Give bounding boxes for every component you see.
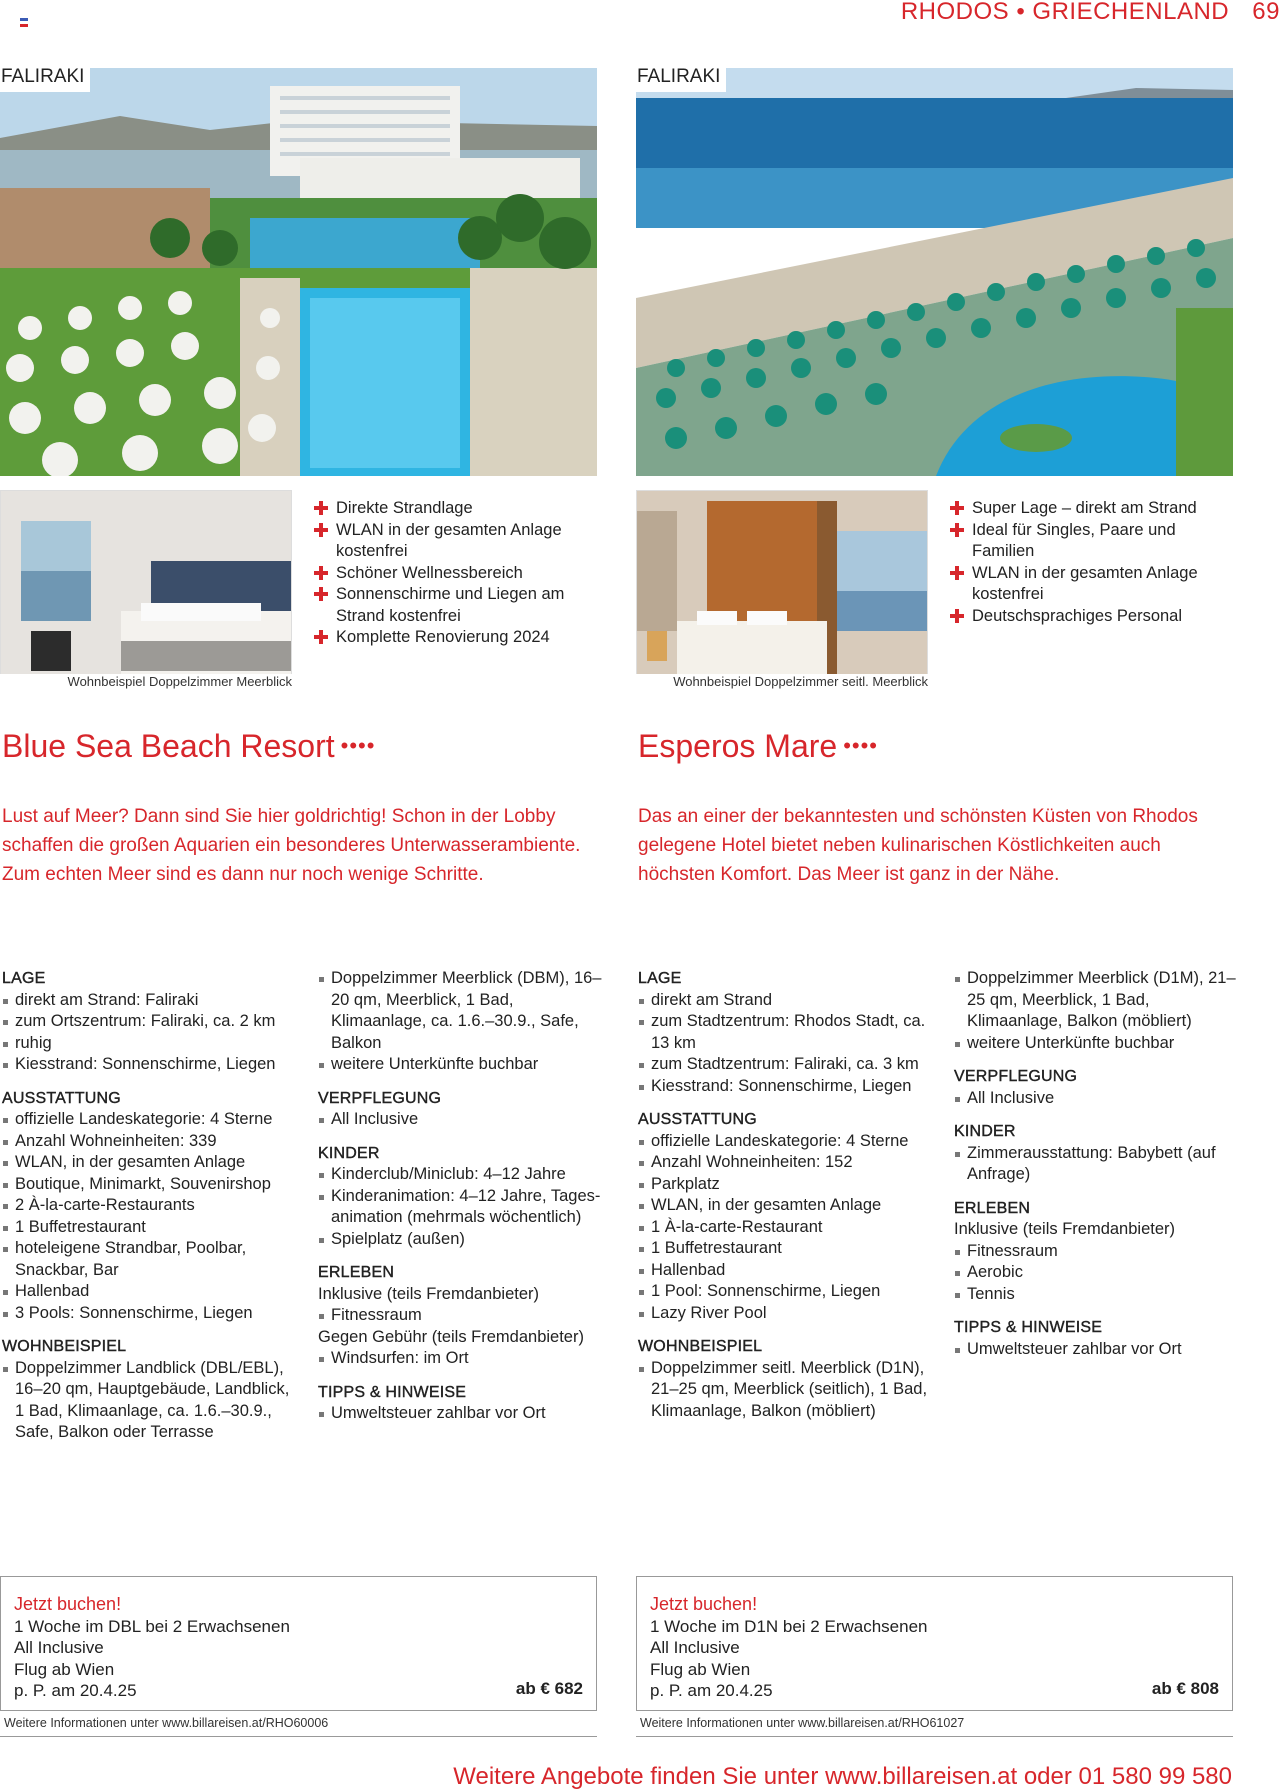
region-title: RHODOS • GRIECHENLAND	[900, 0, 1230, 25]
details-column-1	[638, 968, 938, 1434]
detail-item: Doppelzimmer Meerblick (DBM), 16–20 qm, Meerblick, 1 Bad, Klimaanlage, ca. 1.6.–30.9., Safe, Balkon	[318, 968, 608, 1054]
detail-item: Anzahl Wohneinheiten: 152	[638, 1152, 938, 1174]
section-title: AUSSTATTUNG	[638, 1111, 757, 1128]
booking-box[interactable]	[636, 1576, 1233, 1711]
text-line: Schöner Wellnessbereich	[336, 563, 523, 582]
booking-cta[interactable]: Jetzt buchen!	[14, 1594, 122, 1614]
detail-item: direkt am Strand: Faliraki	[2, 990, 302, 1012]
page-number: 69	[1252, 0, 1280, 25]
plus-icon	[950, 566, 964, 580]
detail-item: Lazy River Pool	[638, 1303, 938, 1325]
booking-cta[interactable]: Jetzt buchen!	[650, 1594, 758, 1614]
text-line: Super Lage – direkt am Strand	[972, 499, 1197, 517]
text-line: Sonnenschirme und Liegen am Strand kostenfrei	[336, 585, 565, 625]
detail-item: Spielplatz (außen)	[318, 1229, 608, 1251]
highlight-item	[314, 498, 604, 520]
details-column-1	[2, 968, 302, 1456]
detail-item: Kinderanimation: 4–12 Jahre, Tages-animation (mehrmals wöchentlich)	[318, 1186, 608, 1229]
hotel-name	[638, 728, 878, 765]
detail-item: Hallenbad	[638, 1260, 938, 1282]
more-info-link[interactable]: Weitere Informationen unter www.billareisen.at/RHO60006	[4, 1716, 329, 1730]
highlight-item	[950, 498, 1240, 520]
detail-item: 1 Pool: Sonnenschirme, Liegen	[638, 1281, 938, 1303]
hotel-name-text: Esperos Mare	[638, 728, 838, 764]
detail-item: zum Ortszentrum: Faliraki, ca. 2 km	[2, 1011, 302, 1033]
detail-item: Umweltsteuer zahlbar vor Ort	[954, 1339, 1244, 1361]
text-line: Deutschsprachiges Personal	[972, 606, 1183, 625]
text-line: p. P. am 20.4.25	[650, 1681, 773, 1700]
highlight-item	[314, 627, 604, 649]
detail-text: Inklusive (teils Fremdanbieter)	[318, 1284, 539, 1303]
detail-item: WLAN, in der gesamten Anlage	[638, 1195, 938, 1217]
detail-item: 1 Buffetrestaurant	[2, 1217, 302, 1239]
section-title: LAGE	[638, 970, 682, 987]
section-title: WOHNBEISPIEL	[2, 1338, 127, 1355]
detail-item: All Inclusive	[954, 1088, 1244, 1110]
divider	[636, 1736, 1233, 1737]
hero-photo	[0, 68, 597, 476]
text-line: p. P. am 20.4.25	[14, 1681, 137, 1700]
hotel-column-esperos	[636, 0, 1236, 1792]
text-line: 1 Woche im D1N bei 2 Erwachsenen	[650, 1616, 928, 1636]
plus-icon	[314, 587, 328, 601]
section-title: TIPPS & HINWEISE	[954, 1319, 1103, 1336]
detail-text: Inklusive (teils Fremdanbieter)	[954, 1220, 1175, 1238]
text-line: Flug ab Wien	[14, 1659, 115, 1679]
section-title: TIPPS & HINWEISE	[318, 1383, 467, 1401]
detail-item: Hallenbad	[2, 1281, 302, 1303]
detail-item: 1 À-la-carte-Restaurant	[638, 1217, 938, 1239]
room-caption: Wohnbeispiel Doppelzimmer Meerblick	[0, 674, 292, 691]
plus-icon	[314, 501, 328, 515]
section-title: ERLEBEN	[954, 1199, 1031, 1217]
room-photo	[636, 490, 928, 688]
detail-item: Doppelzimmer Meerblick (D1M), 21–25 qm, Meerblick, 1 Bad, Klimaanlage, Balkon (möbliert)	[954, 968, 1244, 1033]
location-label: FALIRAKI	[636, 66, 726, 92]
text-line: WLAN in der gesamten Anlage kostenfrei	[336, 520, 562, 560]
highlight-item	[314, 584, 604, 627]
detail-item: Windsurfen: im Ort	[318, 1348, 608, 1370]
details-column-2	[318, 968, 608, 1437]
detail-item: Kiesstrand: Sonnenschirme, Liegen	[638, 1076, 938, 1098]
highlight-item	[314, 520, 604, 563]
section-title: KINDER	[954, 1123, 1016, 1140]
hotel-name-text: Blue Sea Beach Resort	[2, 728, 335, 764]
text-line: 1 Woche im DBL bei 2 Erwachsenen	[14, 1616, 290, 1636]
hero-photo	[636, 68, 1233, 476]
room-caption: Wohnbeispiel Doppelzimmer seitl. Meerblick	[636, 674, 928, 691]
divider	[0, 1736, 597, 1737]
hotel-name	[2, 728, 375, 765]
detail-item: Doppelzimmer Landblick (DBL/EBL), 16–20 qm, Hauptgebäude, Landblick, 1 Bad, Klimaanlage, ca. 1.6.–30.9., Safe, Balkon oder Terrasse	[2, 1358, 302, 1444]
detail-item: 1 Buffetrestaurant	[638, 1238, 938, 1260]
text-line: All Inclusive	[650, 1638, 740, 1657]
detail-item: weitere Unterkünfte buchbar	[318, 1054, 608, 1076]
detail-item: hoteleigene Strandbar, Poolbar, Snackbar, Bar	[2, 1238, 302, 1281]
plus-icon	[314, 630, 328, 644]
text-line: Flug ab Wien	[650, 1659, 751, 1679]
highlights-list	[314, 498, 604, 649]
section-title: VERPFLEGUNG	[954, 1068, 1078, 1085]
section-title: WOHNBEISPIEL	[638, 1338, 763, 1355]
detail-item: zum Stadtzentrum: Rhodos Stadt, ca. 13 km	[638, 1011, 938, 1054]
detail-text: Gegen Gebühr (teils Fremdanbieter)	[318, 1327, 584, 1346]
text-line: All Inclusive	[14, 1638, 104, 1657]
plus-icon	[950, 609, 964, 623]
detail-item: Fitnessraum	[954, 1241, 1244, 1263]
detail-item: Anzahl Wohneinheiten: 339	[2, 1131, 302, 1153]
section-title: VERPFLEGUNG	[318, 1089, 442, 1107]
section-title: ERLEBEN	[318, 1264, 395, 1281]
detail-item: Fitnessraum	[318, 1305, 608, 1327]
hotel-intro: Das an einer der bekanntesten und schönsten Küsten von Rhodos gelegene Hotel bietet neben kulinarischen Köstlichkeiten auch höchsten Komfort. Das Meer ist ganz in der Nähe.	[638, 806, 1198, 885]
highlight-item	[950, 563, 1240, 606]
detail-item: Doppelzimmer seitl. Meerblick (D1N), 21–25 qm, Meerblick (seitlich), 1 Bad, Klimaanlage, Balkon (möbliert)	[638, 1358, 938, 1423]
highlight-item	[950, 520, 1240, 563]
text-line: Ideal für Singles, Paare und Familien	[972, 520, 1176, 560]
section-title: AUSSTATTUNG	[2, 1089, 121, 1107]
detail-item: weitere Unterkünfte buchbar	[954, 1033, 1244, 1055]
detail-item: Zimmerausstattung: Babybett (auf Anfrage)	[954, 1143, 1244, 1186]
section-title: LAGE	[2, 970, 46, 987]
detail-item: Kinderclub/Miniclub: 4–12 Jahre	[318, 1164, 608, 1186]
detail-item: Parkplatz	[638, 1174, 938, 1196]
detail-item: offizielle Landeskategorie: 4 Sterne	[2, 1109, 302, 1131]
section-title: KINDER	[318, 1144, 380, 1162]
detail-item: All Inclusive	[318, 1109, 608, 1131]
detail-item: Boutique, Minimarkt, Souvenirshop	[2, 1174, 302, 1196]
location-label: FALIRAKI	[0, 66, 90, 92]
detail-item: 3 Pools: Sonnenschirme, Liegen	[2, 1303, 302, 1325]
detail-item: Kiesstrand: Sonnenschirme, Liegen	[2, 1054, 302, 1076]
detail-item: zum Stadtzentrum: Faliraki, ca. 3 km	[638, 1054, 938, 1076]
highlight-item	[950, 606, 1240, 628]
hotel-column-blue-sea	[0, 0, 602, 1792]
more-info-link[interactable]: Weitere Informationen unter www.billareisen.at/RHO61027	[640, 1716, 965, 1730]
detail-item: 2 À-la-carte-Restaurants	[2, 1195, 302, 1217]
room-photo	[0, 490, 292, 688]
star-rating: ••••	[340, 733, 376, 758]
text-line: Komplette Renovierung 2024	[336, 628, 550, 646]
text-line: WLAN in der gesamten Anlage kostenfrei	[972, 563, 1198, 603]
detail-item: Aerobic	[954, 1262, 1244, 1284]
detail-item: offizielle Landeskategorie: 4 Sterne	[638, 1131, 938, 1153]
plus-icon	[950, 501, 964, 515]
plus-icon	[314, 523, 328, 537]
star-rating: ••••	[843, 733, 878, 758]
detail-item: direkt am Strand	[638, 990, 938, 1012]
plus-icon	[950, 523, 964, 537]
highlight-item	[314, 563, 604, 585]
price: ab € 682	[515, 1678, 583, 1698]
plus-icon	[314, 566, 328, 580]
booking-box[interactable]	[0, 1576, 597, 1711]
hotel-intro: Lust auf Meer? Dann sind Sie hier goldrichtig! Schon in der Lobby schaffen die großen Aquarien ein besonderes Unterwasserambiente. Zum echten Meer sind es dann nur noch wenige Schritte.	[2, 806, 581, 885]
highlights-list	[950, 498, 1240, 627]
detail-item: WLAN, in der gesamten Anlage	[2, 1152, 302, 1174]
footer-contact[interactable]: Weitere Angebote finden Sie unter www.billareisen.at oder 01 580 99 580	[453, 1763, 1232, 1790]
details-column-2	[954, 968, 1244, 1372]
detail-item: ruhig	[2, 1033, 302, 1055]
text-line: Direkte Strandlage	[336, 499, 473, 517]
price: ab € 808	[1151, 1678, 1219, 1698]
detail-item: Umweltsteuer zahlbar vor Ort	[318, 1403, 608, 1425]
detail-item: Tennis	[954, 1284, 1244, 1306]
